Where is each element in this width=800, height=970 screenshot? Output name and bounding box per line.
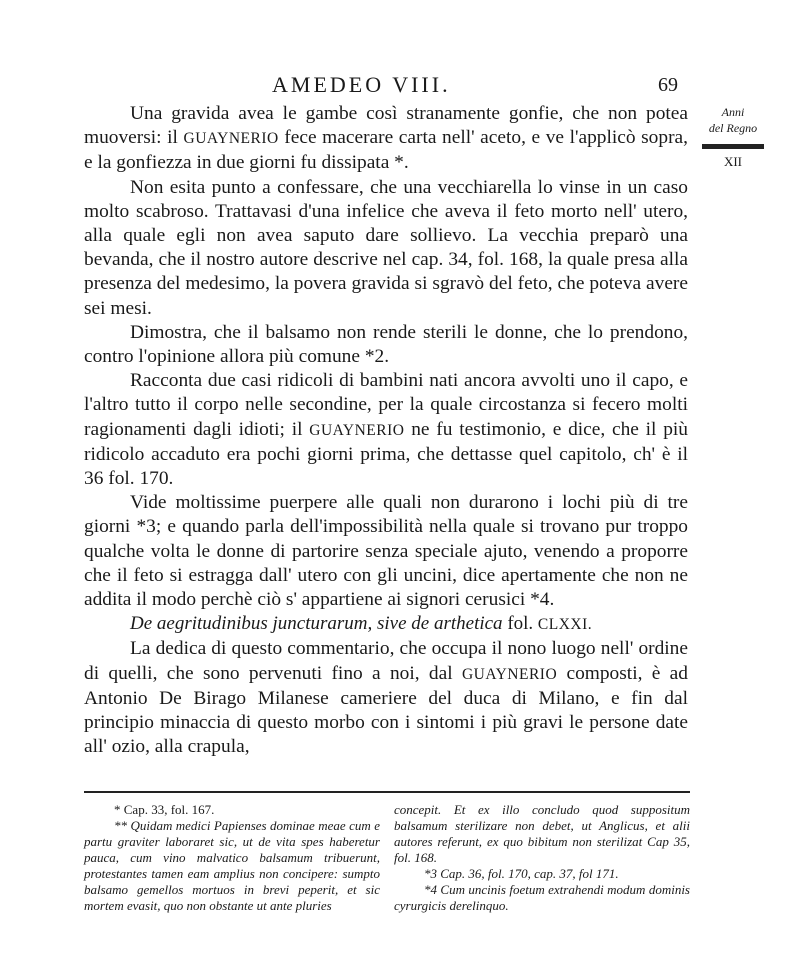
paragraph-text: Una gravida avea le gambe così stranamente gonfie, che non potea muoversi: il <box>84 103 688 149</box>
margin-note-value: XII <box>723 154 743 169</box>
margin-note-label-1: Anni <box>721 105 745 119</box>
paragraph-text: ne fu testimonio, e dice, che il più ridicolo accaduto era pochi giorni prima, che dettasse quel capitolo, ch' è il 36 fol. 170. <box>84 418 688 490</box>
body-text <box>84 102 688 759</box>
running-title: AMEDEO VIII. <box>272 72 451 97</box>
footnote-column-right <box>394 802 690 914</box>
paragraph: Vide moltissime puerpere alle quali non durarono i lochi più di tre giorni *3; e quando parla dell'impossibilità nella quale si trovano pur troppo qualche volta le donne di partorire senza speciale ajuto, venendo a proporre che il feto si estragga dall' utero con gli uncini, dice apertamente che non ne addita il modo perchè ciò s' appartiene ai signori cerusici *4. <box>84 492 688 611</box>
section-fol: fol. <box>502 613 538 635</box>
author-name: GUAYNERIO <box>183 130 279 148</box>
paragraph-text: La dedica di questo commentario, che occupa il nono luogo nell' ordine di quelli, che sono pervenuti fino a noi, dal <box>84 638 688 684</box>
section-folio-number: CLXXI. <box>537 616 593 634</box>
footnote-4: *4 Cum uncinis foetum extrahendi modum dominis cyrurgicis derelinquo. <box>394 882 690 913</box>
paragraph <box>84 637 688 759</box>
paragraph-text: Racconta due casi ridicoli di bambini nati ancora avvolti uno il capo, e l'altro tutto il corpo nelle secondine, per la quale circostanza si fecero molti ragionamenti dagli idioti; il <box>84 370 688 440</box>
author-name: GUAYNERIO <box>461 665 558 683</box>
paragraph-text: fece macerare carta nell' aceto, e ve l'applicò sopra, e la gonfiezza in due giorni fu dissipata *. <box>84 127 688 174</box>
margin-rule <box>702 144 764 149</box>
section-title: De aegritudinibus juncturarum, sive de arthetica <box>130 613 503 635</box>
paragraph <box>84 102 688 176</box>
footnote-column-left <box>84 802 380 914</box>
footnote-3: *3 Cap. 36, fol. 170, cap. 37, fol 171. <box>424 866 619 881</box>
footnote-rule <box>84 791 690 793</box>
paragraph-text: composti, è ad Antonio De Birago Milanese cameriere del duca di Milano, e fin dal principio minaccia di questo morbo con i sintomi i più gravi le persone date all' ozio, alla crapula, <box>84 662 688 758</box>
page-number: 69 <box>658 74 678 96</box>
margin-note <box>700 104 766 170</box>
footnotes <box>84 802 690 914</box>
footnote-1: * Cap. 33, fol. 167. <box>114 802 215 817</box>
margin-note-label-2: del Regno <box>708 121 758 135</box>
footnote-2: ** Quidam medici Papienses dominae meae cum e partu graviter laboraret sic, ut de vita spes haberetur pauca, cum vino malvatico balsamum tribuerunt, protestantes tamen eam amplius non concipere: sumpto balsamo gemellos mortuos in brevi peperit, et sic mortem evasit, quo non obstante ut ante pluries <box>84 818 380 913</box>
footnote-2-continued: concepit. Et ex illo concludo quod suppositum balsamum sterilizare non debet, ut Anglicus, et alii autores referunt, ex quo bibitum non sterilizat Cap 35, fol. 168. <box>394 802 690 865</box>
paragraph: Dimostra, che il balsamo non rende sterili le donne, che lo prendono, contro l'opinione allora più comune *2. <box>84 321 688 368</box>
paragraph: Non esita punto a confessare, che una vecchiarella lo vinse in un caso molto scabroso. Trattavasi d'una infelice che aveva il feto morto nell' utero, alla quale egli non avea saputo dare sollievo. La vecchia preparò una bevanda, che il nostro autore descrive nel cap. 34, fol. 168, la quale presa alla presenza del medesimo, la povera gravida si sgravò del feto, che poteva avere sei mesi. <box>84 176 688 319</box>
paragraph <box>84 369 688 491</box>
section-heading <box>84 612 688 637</box>
author-name: GUAYNERIO <box>309 421 405 439</box>
